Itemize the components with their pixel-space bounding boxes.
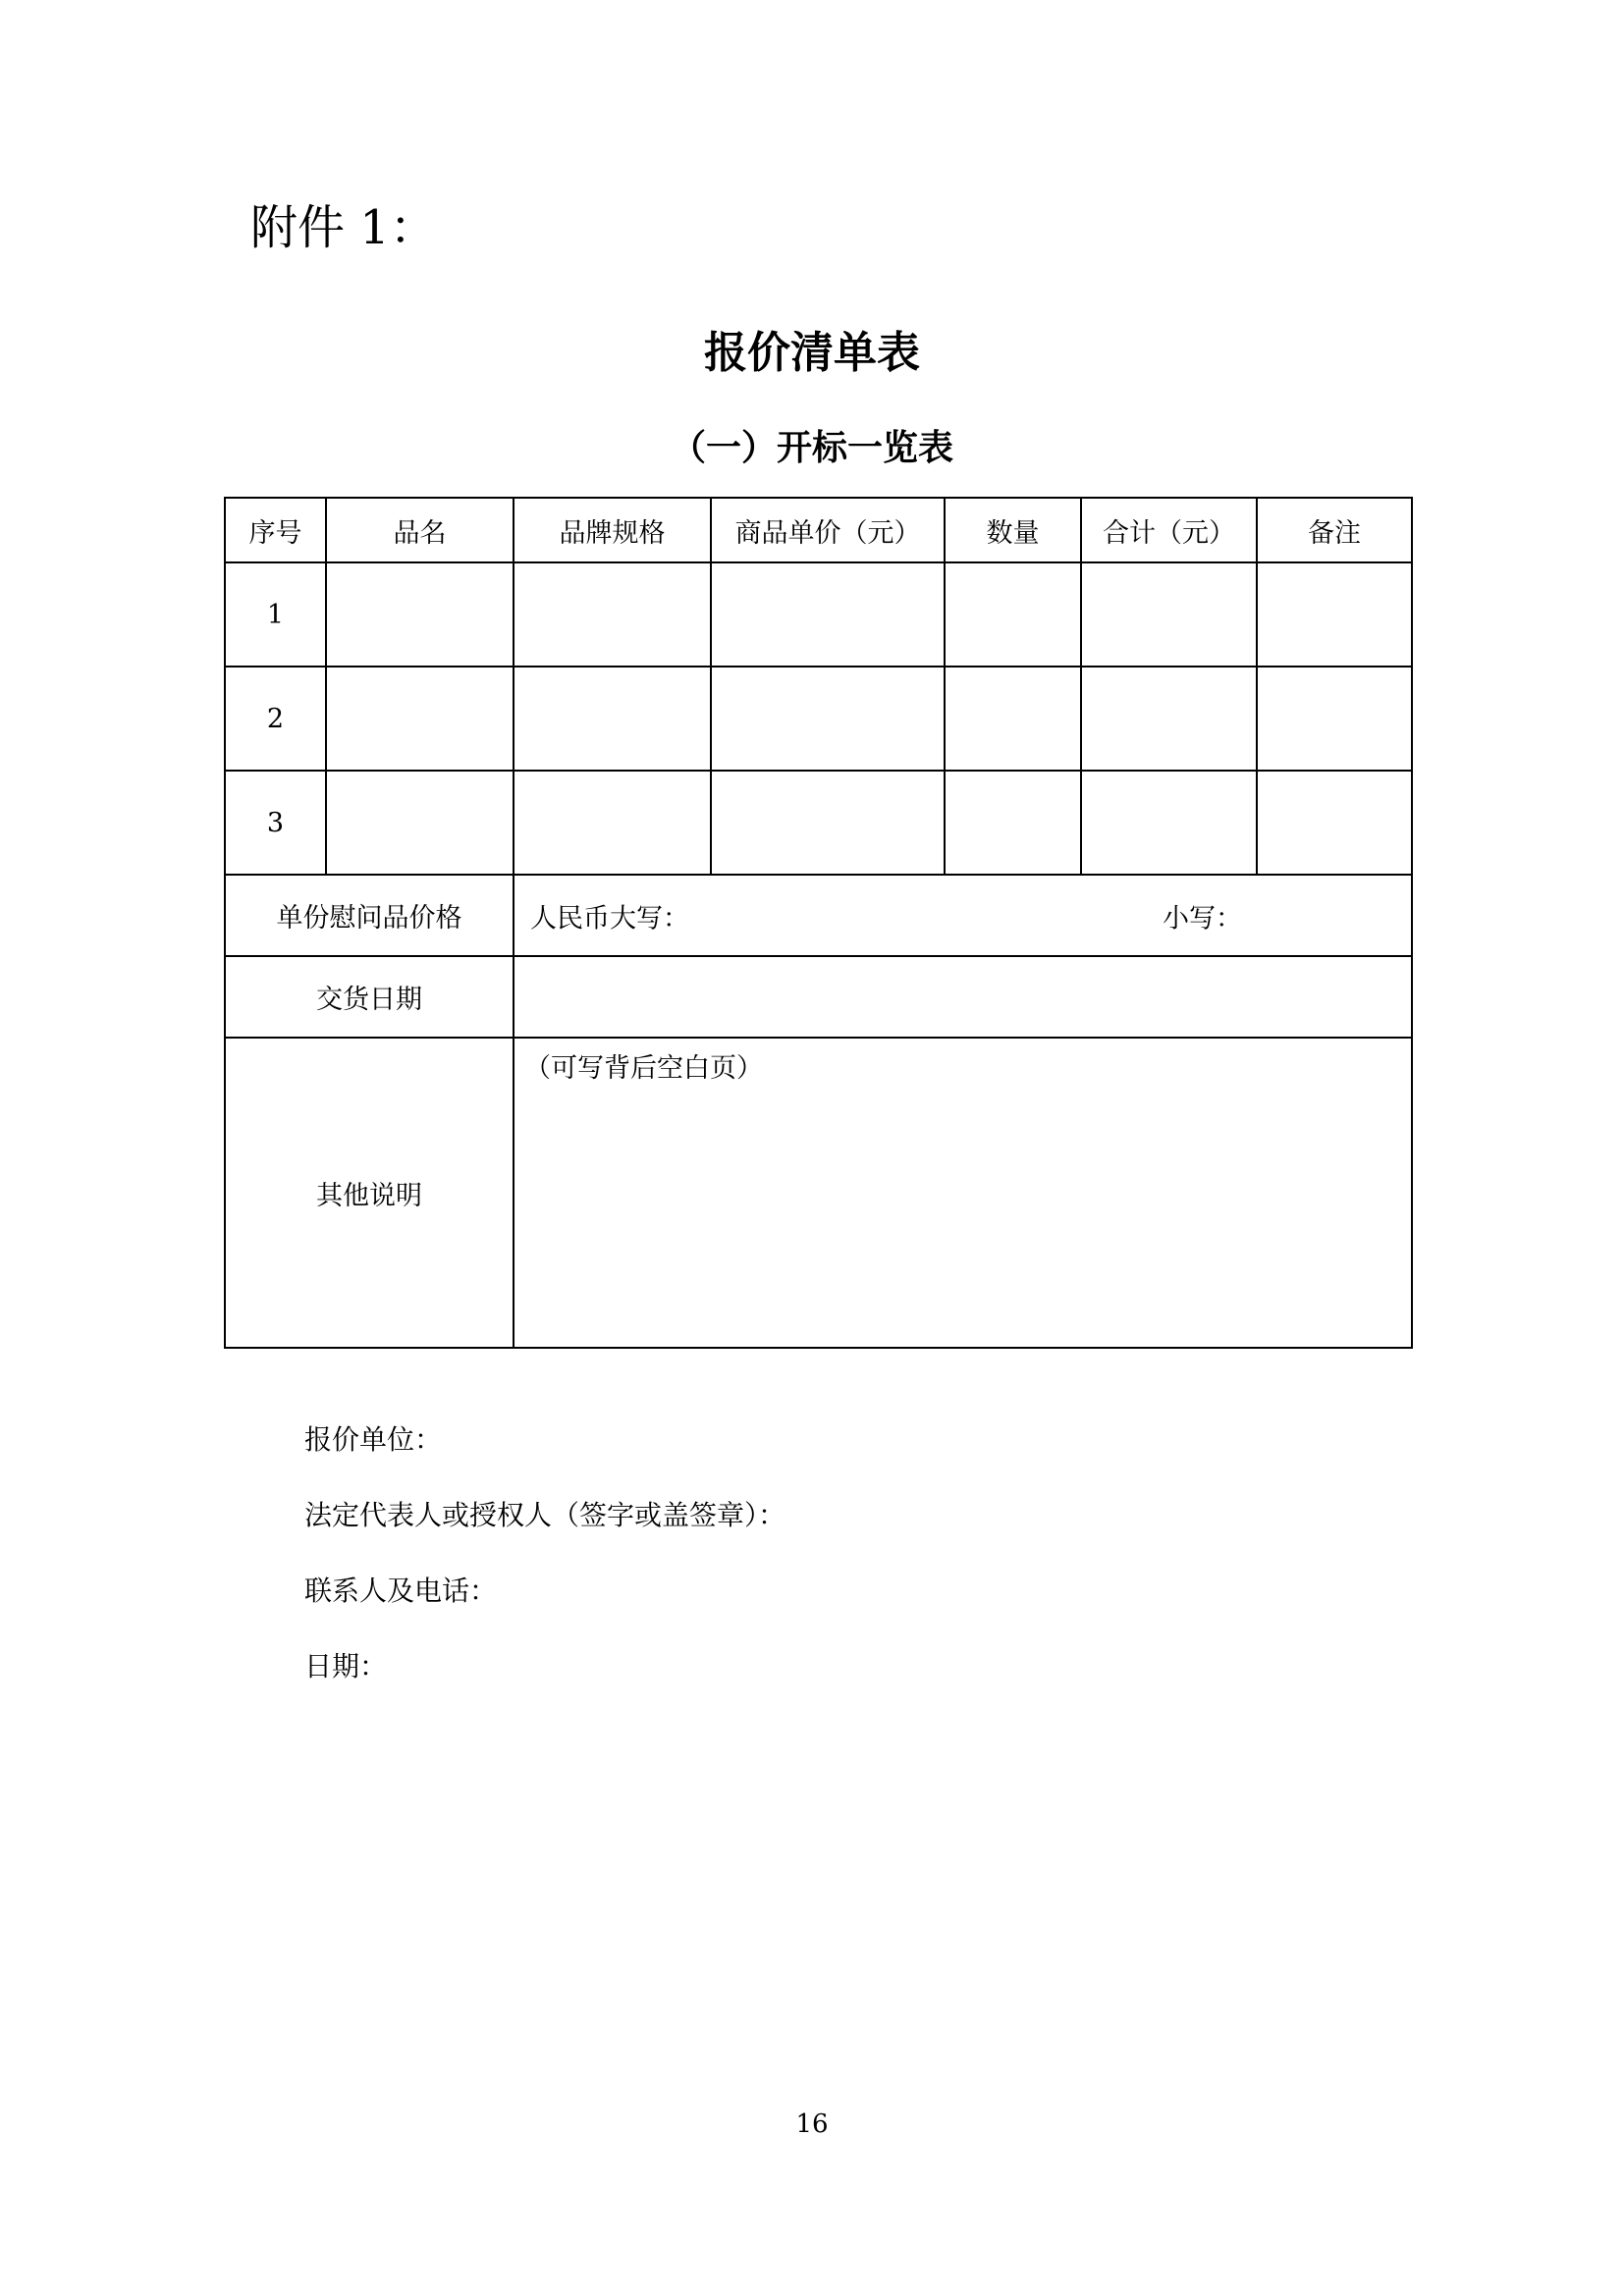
quantity-cell[interactable] xyxy=(945,562,1081,667)
quantity-cell[interactable] xyxy=(945,771,1081,875)
price-row xyxy=(225,875,1412,956)
brand-spec-cell[interactable] xyxy=(514,771,711,875)
header-cell-brand-spec: 品牌规格 xyxy=(514,498,711,562)
notes-hint: （可写背后空白页） xyxy=(524,1053,763,1084)
total-cell[interactable] xyxy=(1081,562,1257,667)
table-row xyxy=(225,771,1412,875)
header-cell-no: 序号 xyxy=(225,498,326,562)
brand-spec-cell[interactable] xyxy=(514,562,711,667)
representative-field: 法定代表人或授权人（签字或盖签章）： xyxy=(304,1499,786,1531)
remarks-cell[interactable] xyxy=(1257,562,1412,667)
table-row xyxy=(225,562,1412,667)
delivery-row xyxy=(225,956,1412,1038)
table-header-row xyxy=(225,498,1412,562)
header-cell-remarks: 备注 xyxy=(1257,498,1412,562)
bidder-field: 报价单位： xyxy=(304,1423,443,1456)
document-title: 报价清单表 xyxy=(704,328,920,378)
signature-section xyxy=(304,1421,785,1724)
brand-spec-cell[interactable] xyxy=(514,667,711,771)
remarks-cell[interactable] xyxy=(1257,771,1412,875)
rmb-lower-label: 小写： xyxy=(1163,903,1242,934)
delivery-date-cell[interactable] xyxy=(514,956,1412,1038)
total-cell[interactable] xyxy=(1081,667,1257,771)
table-row xyxy=(225,667,1412,771)
row-number: 2 xyxy=(225,667,326,771)
date-field: 日期： xyxy=(304,1650,388,1682)
attachment-label: 附件 1： xyxy=(250,200,437,255)
other-notes-label: 其他说明 xyxy=(225,1038,514,1348)
page-number: 16 xyxy=(795,2109,829,2139)
product-name-cell[interactable] xyxy=(326,667,514,771)
total-cell[interactable] xyxy=(1081,771,1257,875)
header-cell-product-name: 品名 xyxy=(326,498,514,562)
other-notes-cell[interactable] xyxy=(514,1038,1412,1348)
unit-price-cell[interactable] xyxy=(711,667,945,771)
notes-row xyxy=(225,1038,1412,1348)
price-label: 单份慰问品价格 xyxy=(225,875,514,956)
row-number: 3 xyxy=(225,771,326,875)
document-subtitle: （一）开标一览表 xyxy=(670,428,953,468)
rmb-upper-label: 人民币大写： xyxy=(530,903,689,934)
unit-price-cell[interactable] xyxy=(711,771,945,875)
unit-price-cell[interactable] xyxy=(711,562,945,667)
row-number: 1 xyxy=(225,562,326,667)
quantity-cell[interactable] xyxy=(945,667,1081,771)
header-cell-unit-price: 商品单价（元） xyxy=(711,498,945,562)
product-name-cell[interactable] xyxy=(326,562,514,667)
price-value-cell[interactable] xyxy=(514,875,1412,956)
delivery-date-label: 交货日期 xyxy=(225,956,514,1038)
contact-field: 联系人及电话： xyxy=(304,1575,498,1607)
header-cell-total: 合计（元） xyxy=(1081,498,1257,562)
bid-summary-table xyxy=(224,497,1413,1349)
product-name-cell[interactable] xyxy=(326,771,514,875)
header-cell-quantity: 数量 xyxy=(945,498,1081,562)
remarks-cell[interactable] xyxy=(1257,667,1412,771)
